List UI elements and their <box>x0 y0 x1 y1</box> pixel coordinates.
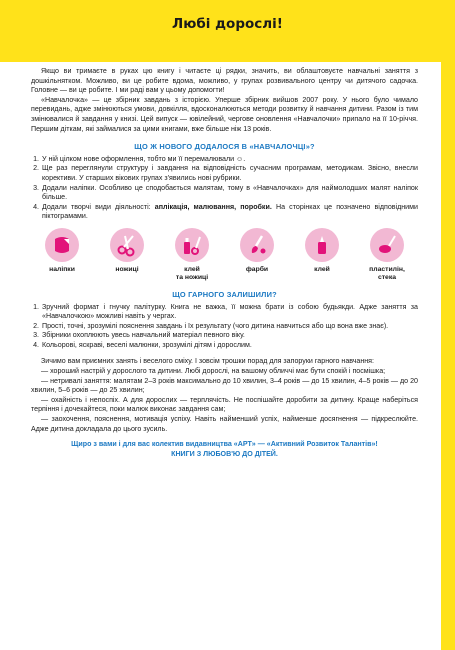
advice-item: — хороший настрій у дорослого та дитини. Любі дорослі, на вашому обличчі має бути спокій і посмішка; <box>41 367 386 376</box>
pictogram-glue-and-scissors <box>167 228 217 282</box>
new-features-list <box>31 155 418 222</box>
item4-bold-activities: аплікація, малювання, поробки. <box>154 202 272 211</box>
list-item: 3. Додали наліпки. Особливо це сподобається малятам, тому в «Навчалочках» для наймолодших малят наліпок більше. <box>41 184 418 203</box>
pictogram-glue <box>297 228 347 282</box>
closing-block <box>31 440 418 460</box>
kept-features-list <box>31 303 418 351</box>
pictogram-label: клей <box>314 265 330 273</box>
list-item: 4. Кольорові, яскраві, веселі малюнки, зрозумілі дітям і дорослим. <box>41 341 418 351</box>
pictogram-scissors <box>102 228 152 282</box>
pictogram-label: ножиці <box>115 265 139 273</box>
intro-paragraph-1: Якщо ви тримаєте в руках цю книгу і читаєте ці рядки, значить, ви облаштовуєте навчальні заняття з дошкільнятком. Можливо, ви це робите вдома, можливо, у групах розвивального центру чи дитячого садочка. Головне — ви це робите. І ми раді вам у цьому допомогти! <box>31 67 418 95</box>
pictogram-label: клей <box>184 265 200 273</box>
list-item: 1. У ній цілком нове оформлення, тобто ми її перемалювали ☺. <box>41 155 418 165</box>
advice-item: — охайність і непоспіх. А для дорослих — терплячість. Не поспішайте доробити за дитину. Краще наберіться терпіння і дочекайтеся, поки малюк виконає завдання сам; <box>31 395 418 414</box>
item4-text-start: Додали творчі види діяльності: <box>42 202 155 211</box>
closing-line-1: Щиро з вами і для вас колектив видавництва «АРТ» — «Активний Розвиток Талантів»! <box>71 440 378 449</box>
paints-icon <box>240 228 274 262</box>
pictogram-stickers <box>37 228 87 282</box>
document-body <box>31 67 418 460</box>
list-item: 1. Зручний формат і гнучку палітурку. Книга не важка, її можна брати із собою будьякди. Адже заняття за «Навчалочкою» можливі навіть у чергах. <box>41 303 418 322</box>
pictogram-label: фарби <box>245 265 269 273</box>
list-item: 3. Збірники охоплюють увесь навчальний матеріал певного віку. <box>41 331 418 341</box>
right-yellow-bar <box>441 62 455 650</box>
glue-and-scissors-icon <box>175 228 209 262</box>
section-new-heading: ЩО Ж НОВОГО ДОДАЛОСЯ В «НАВЧАЛОЧЦІ»? <box>134 142 315 152</box>
pictogram-label-2: та ножиці <box>175 273 209 281</box>
page-title: Любі дорослі! <box>172 16 283 32</box>
pictogram-label-2: стека <box>377 273 397 281</box>
section-good-heading: ЩО ГАРНОГО ЗАЛИШИЛИ? <box>172 289 277 299</box>
pictogram-label: наліпки <box>49 265 75 273</box>
plasticine-icon <box>370 228 404 262</box>
pictogram-row <box>37 228 412 282</box>
wavy-edge <box>0 44 455 66</box>
pictogram-label: пластилін, <box>369 265 405 273</box>
item4-text-end: На сторінках це позначено відповідними піктограмами. <box>42 202 418 221</box>
glue-icon <box>305 228 339 262</box>
advice-intro: Зичимо вам приємних занять і веселого сміху. І зовсім трошки порад для запоруки гарного навчання: <box>41 357 374 366</box>
list-item: 2. Прості, точні, зрозумілі пояснення завдань і їх результату (чого дитина навчиться або що вона вже знає). <box>41 322 418 332</box>
advice-item: — нетривалі заняття: малятам 2–3 років максимально до 10 хвилин, 3–4 років — до 15 хвилин, 4–5 років — до 20 хвилин, 5–6 років — до 25 хвилин; <box>31 376 418 395</box>
pictogram-plasticine <box>362 228 412 282</box>
scissors-icon <box>110 228 144 262</box>
stickers-icon <box>45 228 79 262</box>
pictogram-paints <box>232 228 282 282</box>
advice-item: — заохочення, пояснення, мотивація успіху. Навіть найменший успіх, найменше досягнення — підкреслюйте. Адже дитина докладала до цього зусиль. <box>31 415 418 433</box>
list-item <box>41 203 418 222</box>
list-item: 2. Ще раз переглянули структуру і завдання на відповідність сучасним програмам, методикам. Звісно, внесли корективи. У старших вікових групах з'явились нові рубрики. <box>41 164 418 183</box>
intro-paragraph-2: «Навчалочка» — це збірник завдань з історією. Уперше збірник вийшов 2007 року. У нього було чимало перевидань, адже змінюються умови, довкілля, вдосконалюються методи розвитку й навчання дитини. Разом із тим змінювалися й завдання у книзі. Цей випуск — ювілейний, чергове оновлення «Навчалочки» припало на її 10-річчя. Першим діткам, які займалися за цими книгами, вже більше ніж 13 років. <box>31 95 418 133</box>
closing-line-2: КНИГИ З ЛЮБОВ'Ю ДО ДІТЕЙ. <box>171 450 278 459</box>
